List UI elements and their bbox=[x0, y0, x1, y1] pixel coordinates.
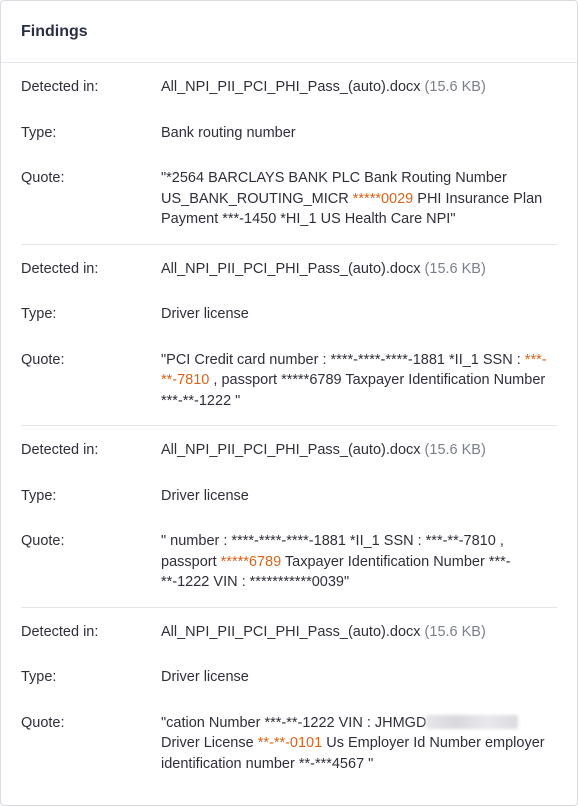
finding-item bbox=[21, 608, 557, 789]
type-label: Type: bbox=[21, 124, 57, 141]
type-row bbox=[21, 667, 557, 688]
finding-item bbox=[21, 245, 557, 427]
file-name: All_NPI_PII_PCI_PHI_Pass_(auto).docx bbox=[161, 260, 421, 277]
file-name: All_NPI_PII_PCI_PHI_Pass_(auto).docx bbox=[161, 623, 421, 640]
type-label: Type: bbox=[21, 669, 57, 685]
type-row bbox=[21, 486, 557, 507]
quote-text: PHI Insurance Plan Payment ***-1450 *HI_1 US Health Care NPI" bbox=[161, 190, 543, 227]
quote-row bbox=[21, 168, 557, 230]
finding-item bbox=[21, 63, 557, 245]
type-row bbox=[21, 304, 557, 325]
detected-in-value bbox=[161, 259, 557, 280]
detected-in-label: Detected in: bbox=[21, 260, 99, 277]
quote-match-highlight: **-**-0101 bbox=[257, 735, 323, 751]
quote-text: Taxpayer Identification Number ***-**-1222 VIN : ***********0039" bbox=[161, 553, 511, 590]
quote-text: "PCI Credit card number : ****-****-****-1881 *II_1 SSN : bbox=[161, 351, 525, 368]
redacted-blur bbox=[426, 715, 518, 729]
file-name: All_NPI_PII_PCI_PHI_Pass_(auto).docx bbox=[161, 442, 421, 458]
finding-item bbox=[21, 426, 557, 608]
panel-title: Findings bbox=[21, 22, 88, 40]
quote-value bbox=[161, 168, 557, 230]
quote-value bbox=[161, 531, 557, 593]
quote-row bbox=[21, 531, 557, 593]
quote-match-highlight: *****6789 bbox=[220, 553, 282, 570]
quote-text: Driver License bbox=[161, 735, 258, 751]
type-label: Type: bbox=[21, 487, 57, 504]
type-value: Driver license bbox=[161, 487, 249, 504]
type-label: Type: bbox=[21, 306, 57, 322]
quote-text: " number : ****-****-****-1881 *II_1 SSN : ***-**-7810 , passport bbox=[161, 533, 504, 570]
quote-row bbox=[21, 350, 557, 412]
quote-label: Quote: bbox=[21, 714, 65, 731]
quote-text: , passport *****6789 Taxpayer Identification Number ***-**-1222 " bbox=[161, 372, 546, 409]
quote-label: Quote: bbox=[21, 533, 65, 549]
detected-in-value bbox=[161, 622, 557, 643]
detected-in-row bbox=[21, 259, 557, 280]
type-row bbox=[21, 123, 557, 144]
quote-value bbox=[161, 350, 557, 412]
quote-label: Quote: bbox=[21, 170, 65, 186]
quote-label: Quote: bbox=[21, 351, 65, 368]
detected-in-value bbox=[161, 77, 557, 98]
quote-row bbox=[21, 713, 557, 775]
quote-text: Us Employer Id Number employer identification number **-***4567 " bbox=[161, 735, 545, 772]
type-value: Bank routing number bbox=[161, 124, 296, 141]
quote-text: "*2564 BARCLAYS BANK PLC Bank Routing Number US_BANK_ROUTING_MICR bbox=[161, 170, 507, 207]
quote-value bbox=[161, 713, 557, 775]
detected-in-label: Detected in: bbox=[21, 442, 99, 458]
type-value: Driver license bbox=[161, 306, 249, 322]
detected-in-row bbox=[21, 622, 557, 643]
detected-in-row bbox=[21, 77, 557, 98]
quote-text: "cation Number ***-**-1222 VIN : JHMGD bbox=[161, 714, 427, 731]
file-size: (15.6 KB) bbox=[424, 623, 486, 640]
detected-in-label: Detected in: bbox=[21, 623, 99, 640]
quote-match-highlight: *****0029 bbox=[352, 190, 414, 207]
quote-match-highlight: ***-**-7810 bbox=[161, 351, 547, 388]
detected-in-label: Detected in: bbox=[21, 79, 99, 95]
file-size: (15.6 KB) bbox=[424, 442, 486, 458]
file-size: (15.6 KB) bbox=[424, 79, 486, 95]
detected-in-value bbox=[161, 440, 557, 461]
type-value: Driver license bbox=[161, 669, 249, 685]
file-size: (15.6 KB) bbox=[424, 260, 486, 277]
panel-header bbox=[1, 1, 577, 63]
detected-in-row bbox=[21, 440, 557, 461]
file-name: All_NPI_PII_PCI_PHI_Pass_(auto).docx bbox=[161, 79, 421, 95]
